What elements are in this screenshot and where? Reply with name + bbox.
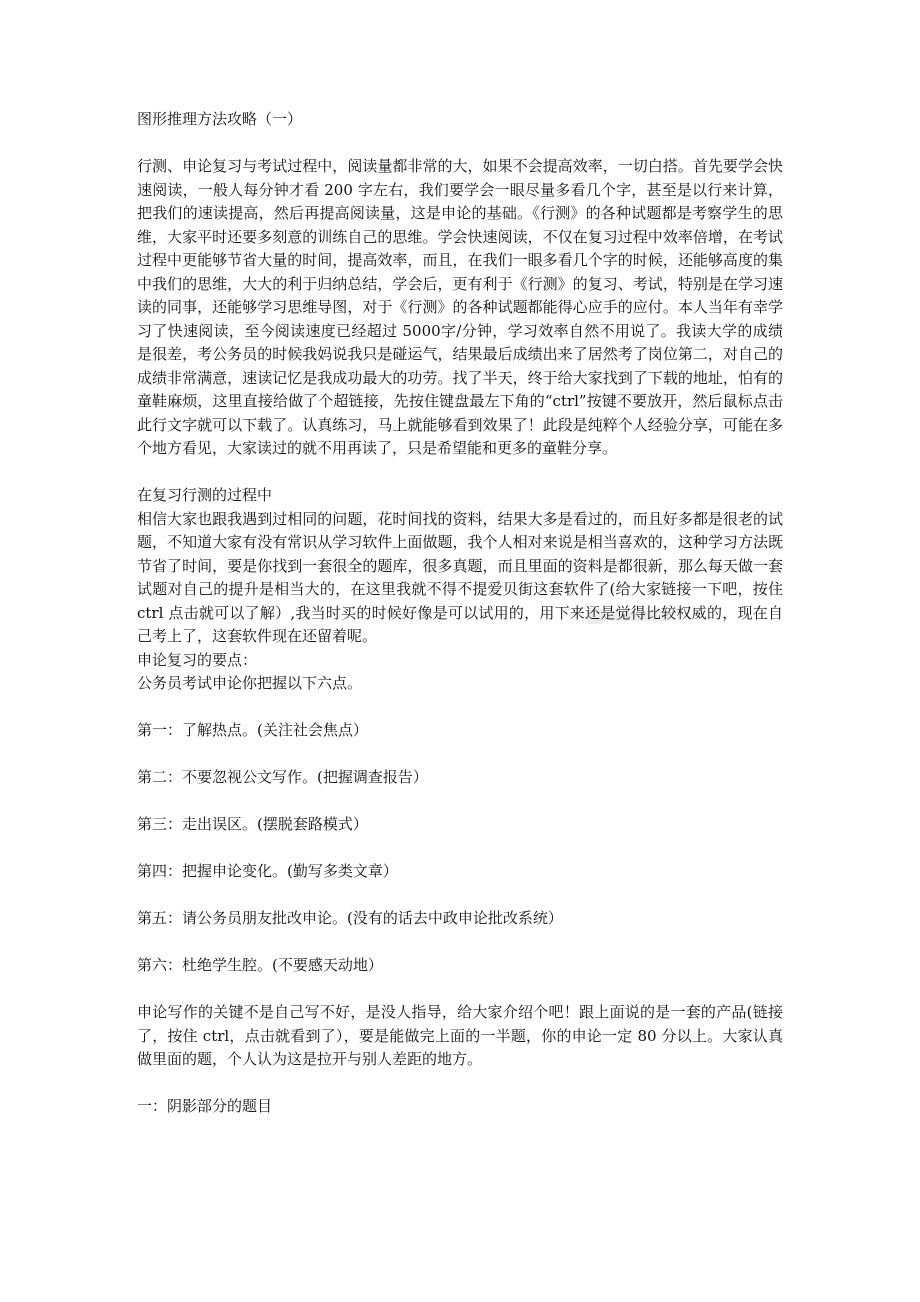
intro-paragraph: 行测、申论复习与考试过程中，阅读量都非常的大，如果不会提高效率，一切白搭。首先要学会快速阅读，一般人每分钟才看 200 字左右，我们要学会一眼尽量多看几个字，甚至是以行来计算，把我们的速读提高，然后再提高阅读量，这是申论的基础。《行测》的各种试题都是考察学生的思维，大家平时还要多刻意的训练自己的思维。学会快速阅读，不仅在复习过程中效率倍增，在考试过程中更能够节省大量的时间，提高效率，而且，在我们一眼多看几个字的时候，还能够高度的集中我们的思维，大大的利于归纳总结，学会后，更有利于《行测》的复习、考试，特别是在学习速读的同事，还能够学习思维导图，对于《行测》的各种试题都能得心应手的应付。本人当年有幸学习了快速阅读，至今阅读速度已经超过 5000字/分钟，学习效率自然不用说了。我读大学的成绩是很差，考公务员的时候我妈说我只是碰运气，结果最后成绩出来了居然考了岗位第二，对自己的成绩非常满意，速读记忆是我成功最大的功劳。找了半天，终于给大家找到了下载的地址，怕有的童鞋麻烦，这里直接给做了个超链接，先按住键盘最左下角的“ctrl”按键不要放开，然后鼠标点击此行文字就可以下载了。认真练习，马上就能够看到效果了！此段是纯粹个人经验分享，可能在多个地方看见，大家读过的就不用再读了，只是希望能和更多的童鞋分享。: [137, 157, 783, 457]
section-body-review: 相信大家也跟我遇到过相同的问题，花时间找的资料，结果大多是看过的，而且好多都是很老的试题，不知道大家有没有常识从学习软件上面做题，我个人相对来说是相当喜欢的，这种学习方法既节省了时间，要是你找到一套很全的题库，很多真题，而且里面的资料是都很新，那么每天做一套试题对自己的提升是相当大的，在这里我就不得不提爱贝街这套软件了(给大家链接一下吧，按住 ctrl 点击就可以了解）,我当时买的时候好像是可以试用的，用下来还是觉得比较权威的，现在自己考上了，这套软件现在还留着呢。: [137, 509, 783, 645]
document-body: [137, 108, 783, 1119]
point-6: 第六：杜绝学生腔。(不要感天动地）: [137, 956, 383, 974]
point-2: 第二：不要忽视公文写作。(把握调查报告）: [137, 768, 428, 786]
point-3: 第三：走出误区。(摆脱套路模式）: [137, 815, 368, 833]
key-points-heading: 申论复习的要点：: [137, 650, 258, 669]
section-heading-review: 在复习行测的过程中: [137, 486, 273, 504]
point-4: 第四：把握申论变化。(勤写多类文章）: [137, 862, 398, 880]
point-1: 第一：了解热点。(关注社会焦点）: [137, 721, 368, 739]
point-5: 第五：请公务员朋友批改申论。(没有的话去中政申论批改系统）: [137, 909, 563, 927]
closing-paragraph: 申论写作的关键不是自己写不好，是没人指导，给大家介绍个吧！跟上面说的是一套的产品(链接了，按住 ctrl，点击就看到了），要是能做完上面的一半题，你的申论一定 80 分以上。大家认真做里面的题，个人认为这是拉开与别人差距的地方。: [137, 1003, 783, 1068]
key-points-intro: 公务员考试申论你把握以下六点。: [137, 674, 363, 692]
document-title: 图形推理方法攻略（一）: [137, 110, 303, 128]
shadow-section-heading: 一：阴影部分的题目: [137, 1097, 273, 1115]
